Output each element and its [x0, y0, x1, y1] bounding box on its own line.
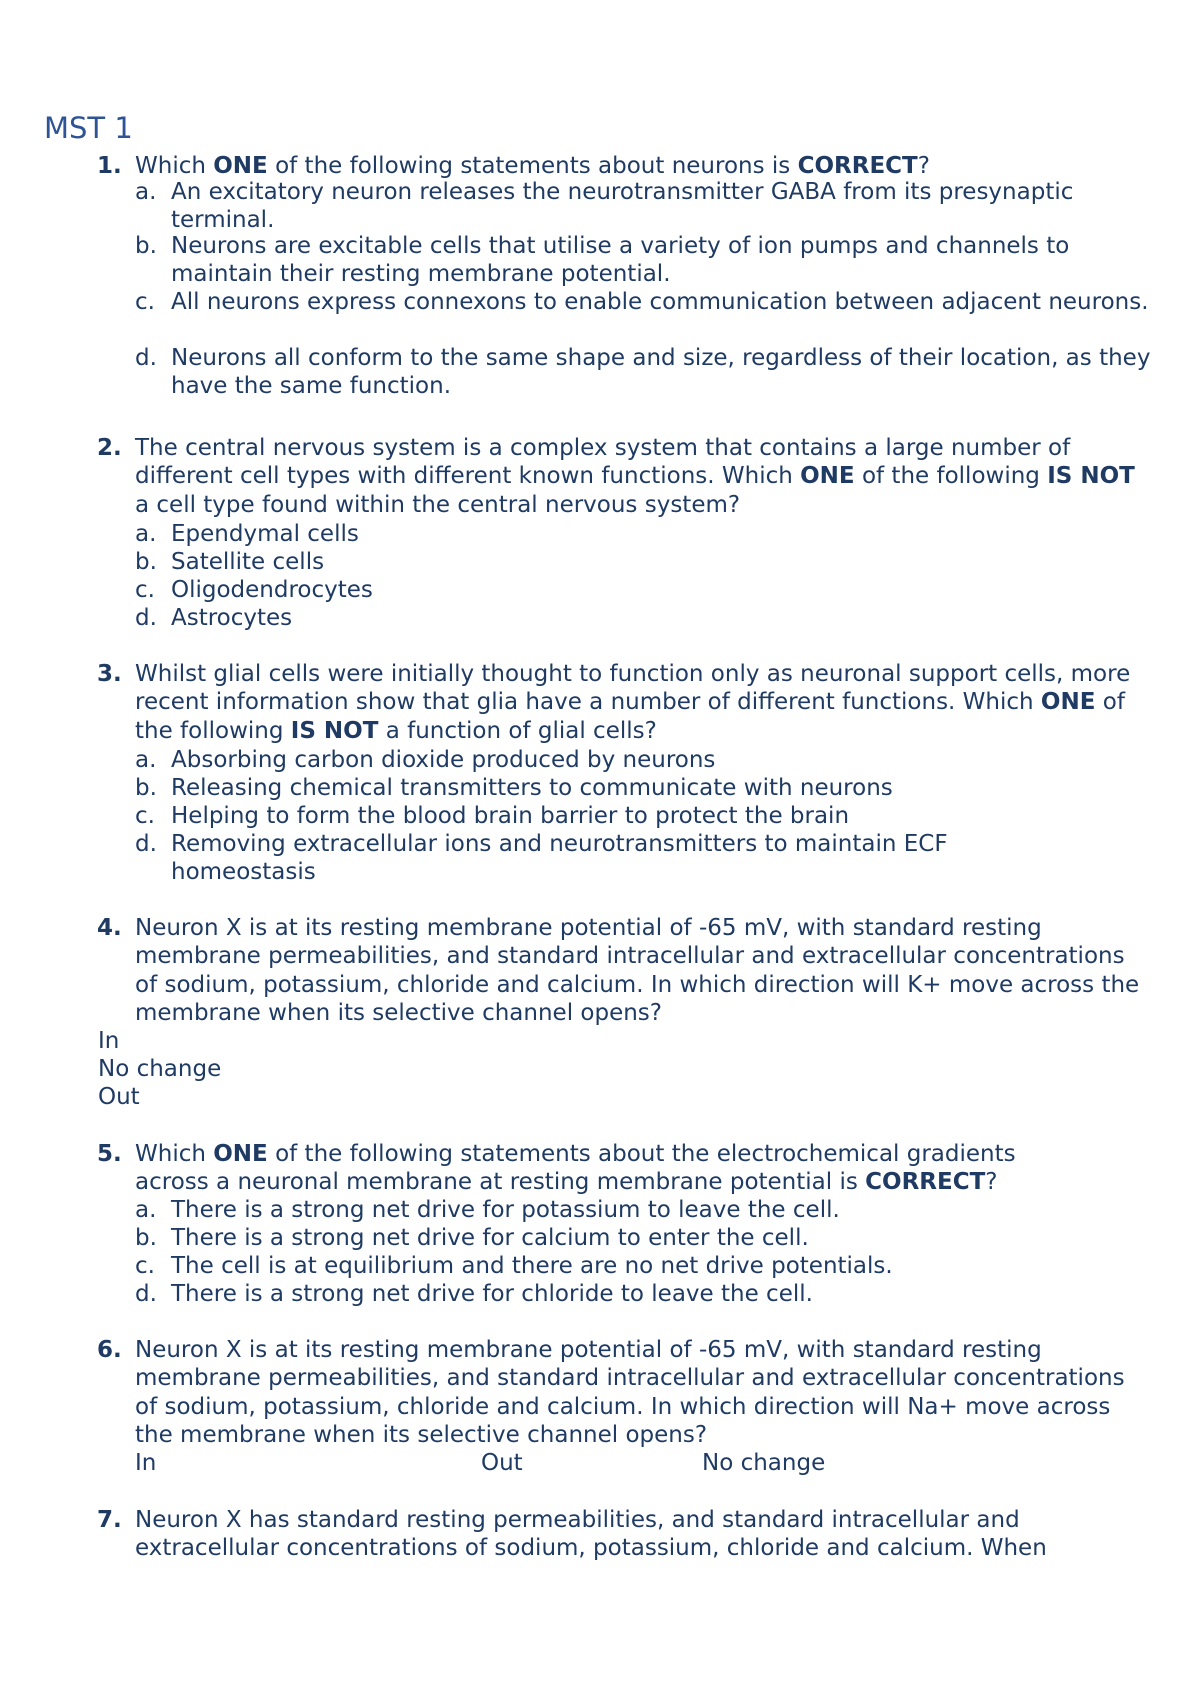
- question-text: Neuron X has standard resting permeabilities, and standard intracellular and extracellular concentrations of sodium, potassium, chloride and calcium. When: [135, 1507, 1047, 1562]
- option-text: Helping to form the blood brain barrier to protect the brain: [171, 803, 850, 829]
- question-number: 4.: [97, 915, 122, 941]
- option-text: Satellite cells: [171, 549, 325, 575]
- option-text: Oligodendrocytes: [171, 577, 373, 603]
- option-text: Ependymal cells: [171, 521, 359, 547]
- question-number: 6.: [97, 1337, 122, 1363]
- text-run: Which: [135, 153, 214, 179]
- question-number: 1.: [97, 153, 122, 179]
- bold-text: CORRECT: [797, 153, 918, 179]
- text-run: a function of glial cells?: [378, 717, 657, 744]
- bold-text: ONE: [800, 463, 855, 490]
- option-label: a.: [135, 747, 157, 773]
- question-number: 2.: [97, 435, 122, 461]
- text-run: Which: [135, 1141, 214, 1167]
- question-text: [135, 1140, 1075, 1197]
- question-text: [135, 660, 1145, 745]
- question-text: Neuron X is at its resting membrane potential of -65 mV, with standard resting membrane permeabilities, and standard intracellular and extracellular concentrations of sodium, potassium, chloride and calcium. In which direction will Na+ move across the membrane when its selective channel opens?: [135, 1337, 1125, 1449]
- option-text: Neurons all conform to the same shape and size, regardless of their location, as they have the same function.: [171, 345, 1151, 400]
- option-text: An excitatory neuron releases the neurotransmitter GABA from its presynaptic terminal.: [171, 179, 1074, 234]
- option-label: d.: [135, 831, 157, 857]
- option-label: d.: [135, 345, 157, 371]
- option-text: Removing extracellular ions and neurotransmitters to maintain ECF homeostasis: [171, 831, 948, 886]
- text-run: The central nervous system is a complex system that contains a large number of different cell types with different known functions. Which: [135, 435, 1071, 490]
- answer-choice: In: [98, 1028, 120, 1054]
- answer-choice: Out: [481, 1450, 523, 1476]
- option-label: a.: [135, 179, 157, 205]
- option-label: b.: [135, 233, 157, 259]
- option-text: There is a strong net drive for chloride to leave the cell.: [171, 1281, 813, 1307]
- answer-choice: No change: [702, 1450, 826, 1476]
- option-text: There is a strong net drive for calcium to enter the cell.: [171, 1225, 809, 1251]
- option-label: d.: [135, 605, 157, 631]
- text-run: of the following statements about the electrochemical gradients across a neuronal membrane at resting membrane potential is: [135, 1141, 1016, 1196]
- question-text: [135, 434, 1145, 519]
- option-label: b.: [135, 549, 157, 575]
- answer-choice: No change: [98, 1056, 222, 1082]
- option-text: The cell is at equilibrium and there are no net drive potentials.: [171, 1253, 893, 1279]
- bold-text: ONE: [213, 1141, 268, 1167]
- question-text: Neuron X is at its resting membrane potential of -65 mV, with standard resting membrane permeabilities, and standard intracellular and extracellular concentrations of sodium, potassium, chloride and calcium. In which direction will K+ move across the membrane when its selective channel opens?: [135, 915, 1140, 1027]
- option-text: Astrocytes: [171, 605, 293, 631]
- option-label: c.: [135, 803, 155, 829]
- text-run: of the following: [854, 463, 1048, 490]
- text-run: of the following statements about neurons is: [267, 153, 798, 179]
- answer-choice: Out: [98, 1084, 140, 1110]
- option-text: There is a strong net drive for potassium to leave the cell.: [171, 1197, 840, 1223]
- option-label: c.: [135, 289, 155, 315]
- bold-text: IS NOT: [1047, 463, 1135, 490]
- bold-text: CORRECT: [865, 1169, 986, 1196]
- question-number: 5.: [97, 1141, 122, 1167]
- text-run: ?: [917, 153, 930, 179]
- question-number: 3.: [97, 661, 122, 687]
- document-heading: MST 1: [44, 111, 133, 145]
- option-label: b.: [135, 1225, 157, 1251]
- option-text: Neurons are excitable cells that utilise a variety of ion pumps and channels to maintain their resting membrane potential.: [171, 233, 1070, 288]
- text-run: of the following: [135, 689, 1125, 744]
- question-text: [135, 152, 1145, 180]
- bold-text: ONE: [1040, 689, 1096, 716]
- question-number: 7.: [97, 1507, 122, 1533]
- bold-text: IS NOT: [290, 717, 379, 744]
- text-run: ?: [985, 1169, 998, 1196]
- option-label: c.: [135, 577, 155, 603]
- option-label: a.: [135, 521, 157, 547]
- text-run: a cell type found within the central nervous system?: [135, 491, 741, 518]
- option-label: b.: [135, 775, 157, 801]
- option-label: d.: [135, 1281, 157, 1307]
- option-text: All neurons express connexons to enable communication between adjacent neurons.: [171, 289, 1149, 315]
- answer-choice: In: [135, 1450, 157, 1476]
- option-label: c.: [135, 1253, 155, 1279]
- option-text: Releasing chemical transmitters to communicate with neurons: [171, 775, 893, 801]
- option-text: Absorbing carbon dioxide produced by neurons: [171, 747, 716, 773]
- bold-text: ONE: [213, 153, 268, 179]
- option-label: a.: [135, 1197, 157, 1223]
- text-run: Whilst glial cells were initially thought to function only as neuronal support cells, more recent information show that glia have a number of different functions. Which: [135, 661, 1131, 716]
